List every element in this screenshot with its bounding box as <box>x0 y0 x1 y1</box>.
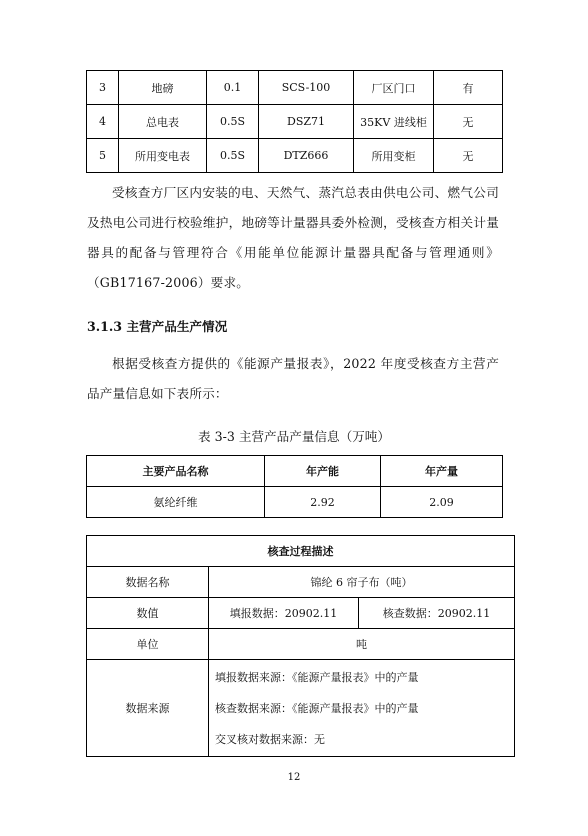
unit-value: 吨 <box>209 629 515 660</box>
meter-cell-calibrated: 无 <box>434 105 503 139</box>
production-intro-paragraph: 根据受核查方提供的《能源产量报表》，2022 年度受核查方主营产品产量信息如下表所示： <box>87 356 499 401</box>
meter-cell-model: DSZ71 <box>259 105 354 139</box>
meter-cell-location: 35KV 进线柜 <box>354 105 434 139</box>
meter-cell-name: 所用变电表 <box>119 139 207 173</box>
meter-cell-no: 5 <box>87 139 119 173</box>
section-heading: 3.1.3 主营产品生产情况 <box>87 319 228 334</box>
meter-cell-grade: 0.1 <box>207 71 259 105</box>
source-line-reported: 填报数据来源：《能源产量报表》中的产量 <box>215 670 419 684</box>
verification-title: 核查过程描述 <box>87 536 515 567</box>
source-line-verified: 核查数据来源：《能源产量报表》中的产量 <box>215 701 419 715</box>
meter-table <box>86 70 503 173</box>
source-label: 数据来源 <box>87 660 209 757</box>
product-capacity-cell: 2.92 <box>265 487 381 518</box>
product-output-cell: 2.09 <box>381 487 503 518</box>
meter-row <box>87 71 503 105</box>
meter-cell-no: 3 <box>87 71 119 105</box>
product-header-name: 主要产品名称 <box>87 456 265 487</box>
meter-cell-location: 所用变柜 <box>354 139 434 173</box>
meter-cell-model: SCS-100 <box>259 71 354 105</box>
unit-label: 单位 <box>87 629 209 660</box>
meter-cell-location: 厂区门口 <box>354 71 434 105</box>
data-name-label: 数据名称 <box>87 567 209 598</box>
meter-cell-no: 4 <box>87 105 119 139</box>
meter-row <box>87 139 503 173</box>
verification-table <box>86 535 515 757</box>
product-table <box>86 455 503 518</box>
reported-value: 填报数据：20902.11 <box>209 598 359 629</box>
meter-row <box>87 105 503 139</box>
meter-cell-name: 总电表 <box>119 105 207 139</box>
product-name-cell: 氨纶纤维 <box>87 487 265 518</box>
value-label: 数值 <box>87 598 209 629</box>
meter-cell-grade: 0.5S <box>207 139 259 173</box>
meter-maintenance-paragraph: 受核查方厂区内安装的电、天然气、蒸汽总表由供电公司、燃气公司及热电公司进行校验维护，地磅等计量器具委外检测，受核查方相关计量器具的配备与管理符合《用能单位能源计量器具配备与管理通则》（GB17167-2006）要求。 <box>87 185 499 290</box>
table-caption: 表 3-3 主营产品产量信息（万吨） <box>197 429 390 444</box>
meter-cell-grade: 0.5S <box>207 105 259 139</box>
source-details <box>209 660 515 757</box>
meter-cell-calibrated: 有 <box>434 71 503 105</box>
meter-cell-model: DTZ666 <box>259 139 354 173</box>
data-name-value: 锦纶 6 帘子布（吨） <box>209 567 515 598</box>
verified-value: 核查数据：20902.11 <box>359 598 515 629</box>
product-header-output: 年产量 <box>381 456 503 487</box>
source-line-crosscheck: 交叉核对数据来源：无 <box>215 732 325 746</box>
meter-cell-name: 地磅 <box>119 71 207 105</box>
product-header-capacity: 年产能 <box>265 456 381 487</box>
page-number: 12 <box>287 772 301 783</box>
meter-cell-calibrated: 无 <box>434 139 503 173</box>
